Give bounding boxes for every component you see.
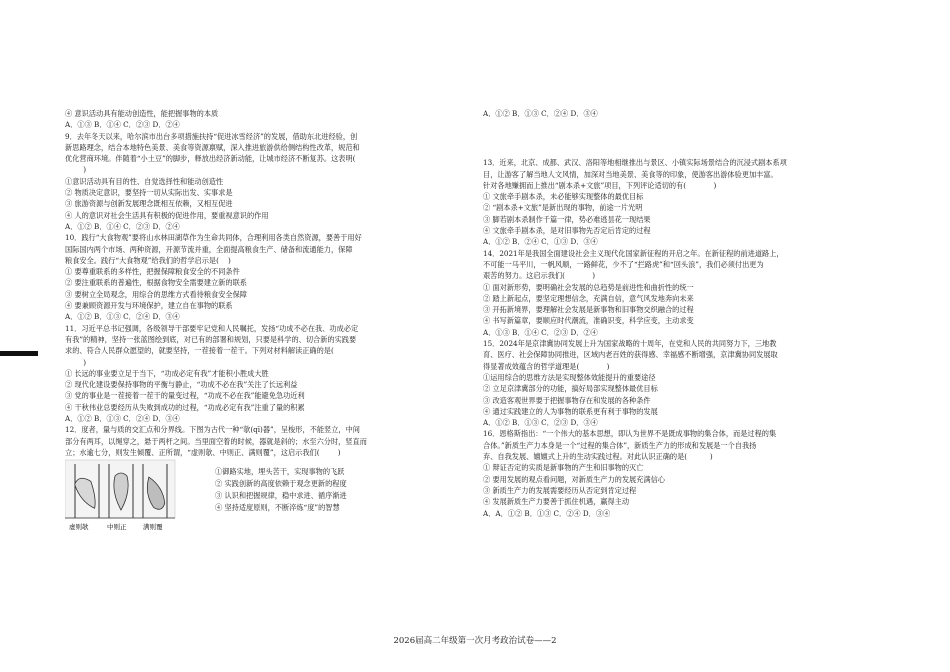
text-line: ② 立足京津冀部分的功能，搞好局部实现整体最优目标 [483,384,658,394]
text-line: 得显著成效蕴含的哲学道理是( ) [483,361,610,371]
text-line: ④ 干秋伟业总要经历从失败到成功的过程，“功成必定有我”注重了量的积累 [65,402,305,412]
question-12-options [215,466,465,514]
text-line: A．①② B．①④ C．②③ D．②④ [65,221,180,231]
text-line: ② 踏上新起点，要坚定理想信念，充满自信，意气风发地奔向未来 [483,293,694,303]
left-margin-marker [0,351,38,356]
text-line: ④ 人的意识对社会生活具有积极的促进作用，要重视意识的作用 [65,210,269,220]
qi-vessel-illustration [65,458,177,534]
text-line: ①运用综合的思维方法是实现整体效能提升的重要途径 [483,372,656,382]
text-line: ) [65,165,87,175]
vessel-label-overturned: 满则覆 [143,523,163,532]
text-line: 15．2024年是京津冀协同发展上升为国家战略的十周年，在党和人民的共同努力下，三地教 [483,339,777,349]
text-line: 13．近来，北京、成都、武汉、洛阳等地相继推出与景区、小镇实际场景结合的沉浸式剧本系项 [483,158,787,168]
text-line: ④ 文旅牵手剧本杀，是对旧事物先否定后肯定的过程 [483,226,651,236]
text-line: ① 面对新形势，要明确社会发展的总趋势是前进性和曲折性的统一 [483,282,694,292]
page-footer: 2026届高二年级第一次月考政治试卷——2 [393,636,557,646]
text-line: ③ 旅游资源与创新发展理念既相互依赖，又相互促进 [65,199,233,209]
question-12-answer-choices: A．①② B．①③ C．②④ D．③④ [483,109,598,118]
text-line: ①意识活动具有目的性、自觉选择性和能动创造性 [65,176,224,186]
text-line: 粮食安全。践行“大食物观”给我们的哲学启示是( ) [65,255,231,265]
text-line: 不可能一马平川，一帆风顺，一路鲜花，少不了“拦路虎”和“回头浪”，我们必须付出更为 [483,259,764,269]
text-line: 优化营商环境。伴随着“小土豆”的脚步，释放出经济新动能，让城市经济不断复苏。这表明( [65,154,356,164]
text-line: 国际国内两个市场、两种资源，开源节流并重，全面提高粮食生产、储备和流通能力，保障 [65,244,353,254]
text-line: 新思路理念，结合本地特色美景、美食等资源禀赋，深入推进旅游供给侧结构性改革，规范和 [65,142,360,152]
text-line: 16．恩格斯指出：“一个伟大的基本思想，即认为世界不是既成事物的集合体，而是过程的集 [483,429,777,439]
text-line: ④ 发展新质生产力要善于抓住机遇，赢得主动 [483,497,630,507]
text-line: A．①② B．②④ C．①③ D．③④ [483,237,598,247]
text-line: 9．去年冬天以来，哈尔滨市出台多项措施扶持“促进冰雪经济”的发展，借助东北进经验，创 [65,131,358,141]
left-column-lines [65,108,465,458]
text-line: 弃、自我发展、嬗嬗式上升的生动实践过程。对此认识正确的是( ) [483,452,713,462]
option-line: ④ 坚持适度原则，不断淬炼“度”的智慧 [215,503,340,513]
text-line: A．①③ B．①④ C．②③ D．②④ [65,120,180,130]
text-line: 针对各地赚拥而上推出“剧本杀+文旅”项目，下列评论适切的有( ) [483,180,717,190]
text-line: 10．践行“大食物观”要将山水林田湖草作为生命共同体，合理利用各类自然资源，要善于用好 [65,233,362,243]
text-line: ④ 要兼顾资源开发与环境保护，建立自在事物的联系 [65,301,233,311]
text-line: 部分有两耳，以绳穿之，悬于两杆之间。当里面空着的时候，器就是斜的；水至六分时，竖直而 [65,436,367,446]
text-line: 11．习近平总书记强调，各级领导干部要牢记党和人民嘱托，发扬“功成不必在我、功成必定 [65,323,359,333]
text-line: ③ 脚若剧本杀制作千篇一律，势必难逃昙花一现结果 [483,214,651,224]
text-line: 12．度者，量与质的交汇点和分界线。下图为古代一种“欹(qī)器”，呈梭形，不能竖立，中间 [65,425,360,435]
text-line: ④ 通过实践建立的人为事物的联系更有利于事物的发展 [483,406,658,416]
text-line: 14．2021年是我国全面建设社会主义现代化国家新征程的开启之年。在新征程的前进道路上， [483,248,784,258]
text-line: ) [65,357,87,367]
option-line: ③ 认识和把握规律，稳中求进、循序渐进 [215,491,347,501]
text-line: ④ 意识活动具有能动创造性，能把握事物的本质 [65,109,219,118]
text-line: ① 辩证否定的实质是新事物的产生和旧事物的灭亡 [483,463,644,473]
text-line: A．①② B．①③ C．②③ D．③④ [483,418,598,428]
text-line: 有我”的精神，坚持一张蓝图绘到底，对已有的部署和规划，只要是科学的、切合新的实践要 [65,334,357,344]
spacer [483,119,888,157]
text-line: ① 长远的事业要立足于当下，“功成必定有我”才能积小胜成大胜 [65,368,269,378]
text-line: ② 要用发展的观点看问题，对新质生产力的发展充满信心 [483,474,665,484]
text-line: 合体。”新质生产力本身是一个“过程的集合体”，新质生产力的形成和发展是一个自我扬 [483,440,757,450]
text-line: A．①② B．①③ C．②④ D．③④ [65,414,180,424]
text-line: 求的、符合人民群众愿望的，就要坚持，一茬接着一茬干。下列对材料解读正确的是( [65,346,334,356]
text-line: ② 现代化建设要保持事物的平衡与静止，“功成不必在我”关注了长远利益 [65,380,298,390]
text-line: ④ 书写新篇章，要顺应时代潮流，准确识变，科学应变，主动求变 [483,316,694,326]
text-line: ② “剧本杀+文旅”是新出现的事物，前途一片光明 [483,203,643,213]
text-line: ② 物质决定意识，要坚持一切从实际出发、实事求是 [65,188,233,198]
vessel-label-tilted: 虚则欹 [69,523,89,532]
text-line: ② 要注重联系的普遍性，根据食物安全需要建立新的联系 [65,278,247,288]
text-line: 育、医疗、社会保障协同推进，区域内老百姓的获得感、幸福感不断增强，京津冀协同发展取 [483,350,778,360]
text-line: ① 要尊重联系的多样性，把握保障粮食安全的不同条件 [65,267,240,277]
question-12-figure-row [65,458,465,534]
text-line: ③ 改造客观世界要于把握事物存在和发展的各种条件 [483,395,651,405]
text-line: 目，让游客了解当地人文风情，加深对当地美景、美食等的印象，使游客出游体验更加丰富。 [483,169,778,179]
text-line: ③ 党的事业是一茬接着一茬干的量变过程，“功成不必在我”能避免急功近利 [65,391,305,401]
text-line: ③ 开拓新境界，要理解社会发展是新事物和旧事物交织融合的过程 [483,305,694,315]
text-line: ③ 新质生产力的发展需要经历从否定到肯定过程 [483,485,637,495]
right-column-lines [483,157,888,519]
text-line: 立；水逾七分，则发生倾覆、正所谓，“虚则欹、中则正、满则覆”，这启示我们( ) [65,447,341,457]
option-line: ①御路实地，埋头苦干，实现事物的飞跃 [215,467,345,477]
text-line: A．A．①② B．①③ C．②④ D．③④ [483,508,611,518]
text-line: ③ 要树立全局观念，用综合的思维方式看待粮食安全保障 [65,289,247,299]
option-line: ② 实践创新的高度依赖于观念更新的程度 [215,479,347,489]
left-column [65,108,465,534]
text-line: A．①② B．①③ C．②④ D．③④ [65,312,180,322]
vessel-label-upright: 中则正 [107,523,127,532]
text-line: ① 文旅牵手剧本杀，未必能够实现整体的最优目标 [483,192,644,202]
right-column [483,108,888,519]
text-line: 艰苦的努力。这启示我们( ) [483,271,596,281]
text-line: A．①③ B．①④ C．②③ D．②④ [483,327,598,337]
